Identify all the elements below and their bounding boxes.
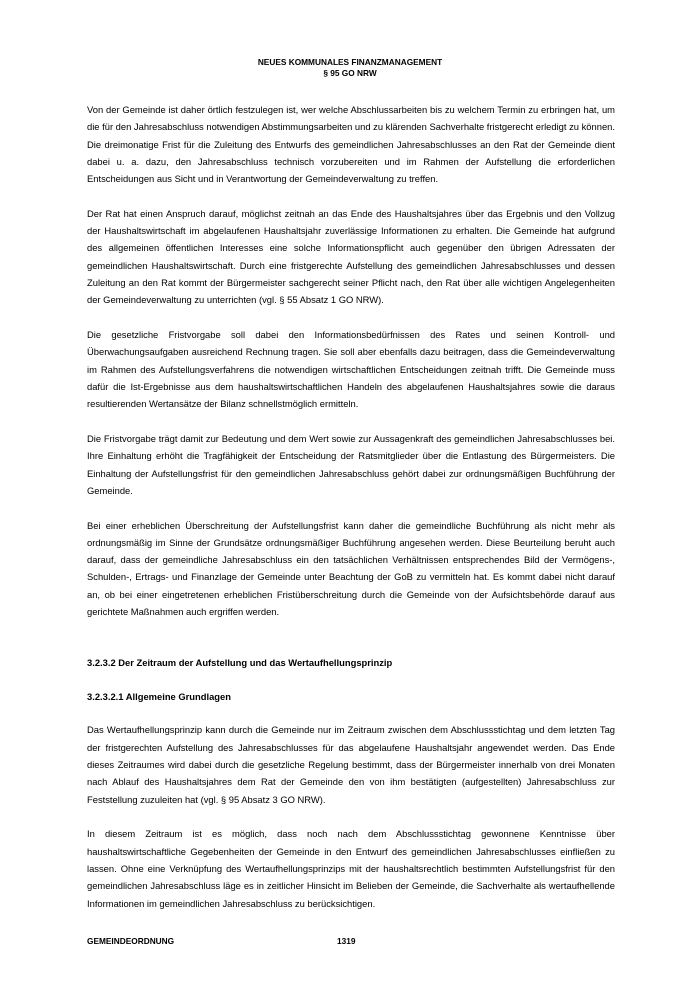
footer-label: GEMEINDEORDNUNG (87, 936, 175, 946)
header-subtitle: § 95 GO NRW (323, 68, 377, 78)
paragraph: Von der Gemeinde ist daher örtlich festzulegen ist, wer welche Abschlussarbeiten bis zu welchem Termin zu erbringen hat, um die für den Jahresabschluss notwendigen Abstimmungsarbeiten und zu klärenden Sachverhalte fristgerecht erledigt zu können. Die dreimonatige Frist für die Zuleitung des Entwurfs des gemeindlichen Jahresabschlusses an den Rat der Gemeinde dient dabei u. a. dazu, den Jahresabschluss technisch vorzubereiten und im Rahmen der Aufstellung die erforderlichen Entscheidungen aus Sicht und in Verantwortung der Gemeindeverwaltung zu treffen. (87, 104, 615, 185)
page-content (87, 101, 615, 929)
paragraph: In diesem Zeitraum ist es möglich, dass noch nach dem Abschlussstichtag gewonnene Kenntnisse über haushaltswirtschaftliche Gegebenheiten der Gemeinde in den Entwurf des gemeindlichen Jahresabschlusses einfließen zu lassen. Ohne eine Verknüpfung des Wertaufhellungsprinzips mit der haushaltsrechtlich bestimmten Aufstellungsfrist für den gemeindlichen Jahresabschluss läge es in zeitlicher Hinsicht im Belieben der Gemeinde, die Sachverhalte als wertaufhellende Informationen im gemeindlichen Jahresabschluss zu berücksichtigen. (87, 828, 615, 909)
page-number: 1319 (337, 936, 356, 946)
paragraph: Die Fristvorgabe trägt damit zur Bedeutung und dem Wert sowie zur Aussagenkraft des gemeindlichen Jahresabschlusses bei. Ihre Einhaltung erhöht die Tragfähigkeit der Entscheidung der Ratsmitglieder über die Entlastung des Bürgermeisters. Die Einhaltung der Aufstellungsfrist für den gemeindlichen Jahresabschluss gehört dabei zur ordnungsmäßigen Buchführung der Gemeinde. (87, 432, 615, 496)
paragraph: Bei einer erheblichen Überschreitung der Aufstellungsfrist kann daher die gemeindliche Buchführung als nicht mehr als ordnungsmäßig im Sinne der Grundsätze ordnungsmäßiger Buchführung angesehen werden. Diese Beurteilung beruht auch darauf, dass der gemeindliche Jahresabschluss ein den tatsächlichen Verhältnissen entsprechendes Bild der Vermögens-, Schulden-, Ertrags- und Finanzlage der Gemeinde unter Beachtung der GoB zu vermitteln hat. Es kommt dabei nicht darauf an, ob bei einer eingetretenen erheblichen Fristüberschreitung durch die Gemeinde von der Aufsichtsbehörde darauf aus gerichtete Maßnahmen auch ergriffen werden. (87, 519, 615, 617)
paragraph: Das Wertaufhellungsprinzip kann durch die Gemeinde nur im Zeitraum zwischen dem Abschlussstichtag und dem letzten Tag der fristgerechten Aufstellung des Jahresabschlusses für das abgelaufene Haushaltsjahr angewendet werden. Das Ende dieses Zeitraumes wird dabei durch die gesetzliche Regelung bestimmt, dass der Bürgermeister innerhalb von drei Monaten nach Ablauf des Haushaltsjahres dem Rat der Gemeinde den von ihm bestätigten (aufgestellten) Jahresabschluss zur Feststellung zuzuleiten hat (vgl. § 95 Absatz 3 GO NRW). (87, 724, 615, 805)
subsection-heading: 3.2.3.2.1 Allgemeine Grundlagen (87, 690, 231, 702)
paragraph: Der Rat hat einen Anspruch darauf, möglichst zeitnah an das Ende des Haushaltsjahres über das Ergebnis und den Vollzug der Haushaltswirtschaft im abgelaufenen Haushaltsjahr zuverlässige Informationen zu erhalten. Die Gemeinde hat aufgrund des allgemeinen öffentlichen Interesses eine solche Informationspflicht auch gegenüber den übrigen Adressaten der gemeindlichen Haushaltswirtschaft. Durch eine fristgerechte Aufstellung des gemeindlichen Jahresabschlusses und dessen Zuleitung an den Rat kommt der Bürgermeister sachgerecht seiner Pflicht nach, den Rat über alle wichtigen Angelegenheiten der Gemeindeverwaltung zu unterrichten (vgl. § 55 Absatz 1 GO NRW). (87, 207, 615, 306)
section-heading: 3.2.3.2 Der Zeitraum der Aufstellung und das Wertaufhellungsprinzip (87, 657, 393, 669)
paragraph: Die gesetzliche Fristvorgabe soll dabei den Informationsbedürfnissen des Rates und seinen Kontroll- und Überwachungsaufgaben ausreichend Rechnung tragen. Sie soll aber ebenfalls dazu beitragen, dass die Gemeindeverwaltung im Rahmen des Aufstellungsverfahrens die notwendigen wirtschaftlichen Entscheidungen zeitnah trifft. Die Gemeinde muss dafür die Ist-Ergebnisse aus dem haushaltswirtschaftlichen Handeln des abgelaufenen Haushaltsjahres sowie die daraus resultierenden Wertansätze der Bilanz schnellstmöglich ermitteln. (87, 329, 615, 410)
header-title: NEUES KOMMUNALES FINANZMANAGEMENT (257, 57, 443, 67)
page-header (0, 57, 700, 79)
